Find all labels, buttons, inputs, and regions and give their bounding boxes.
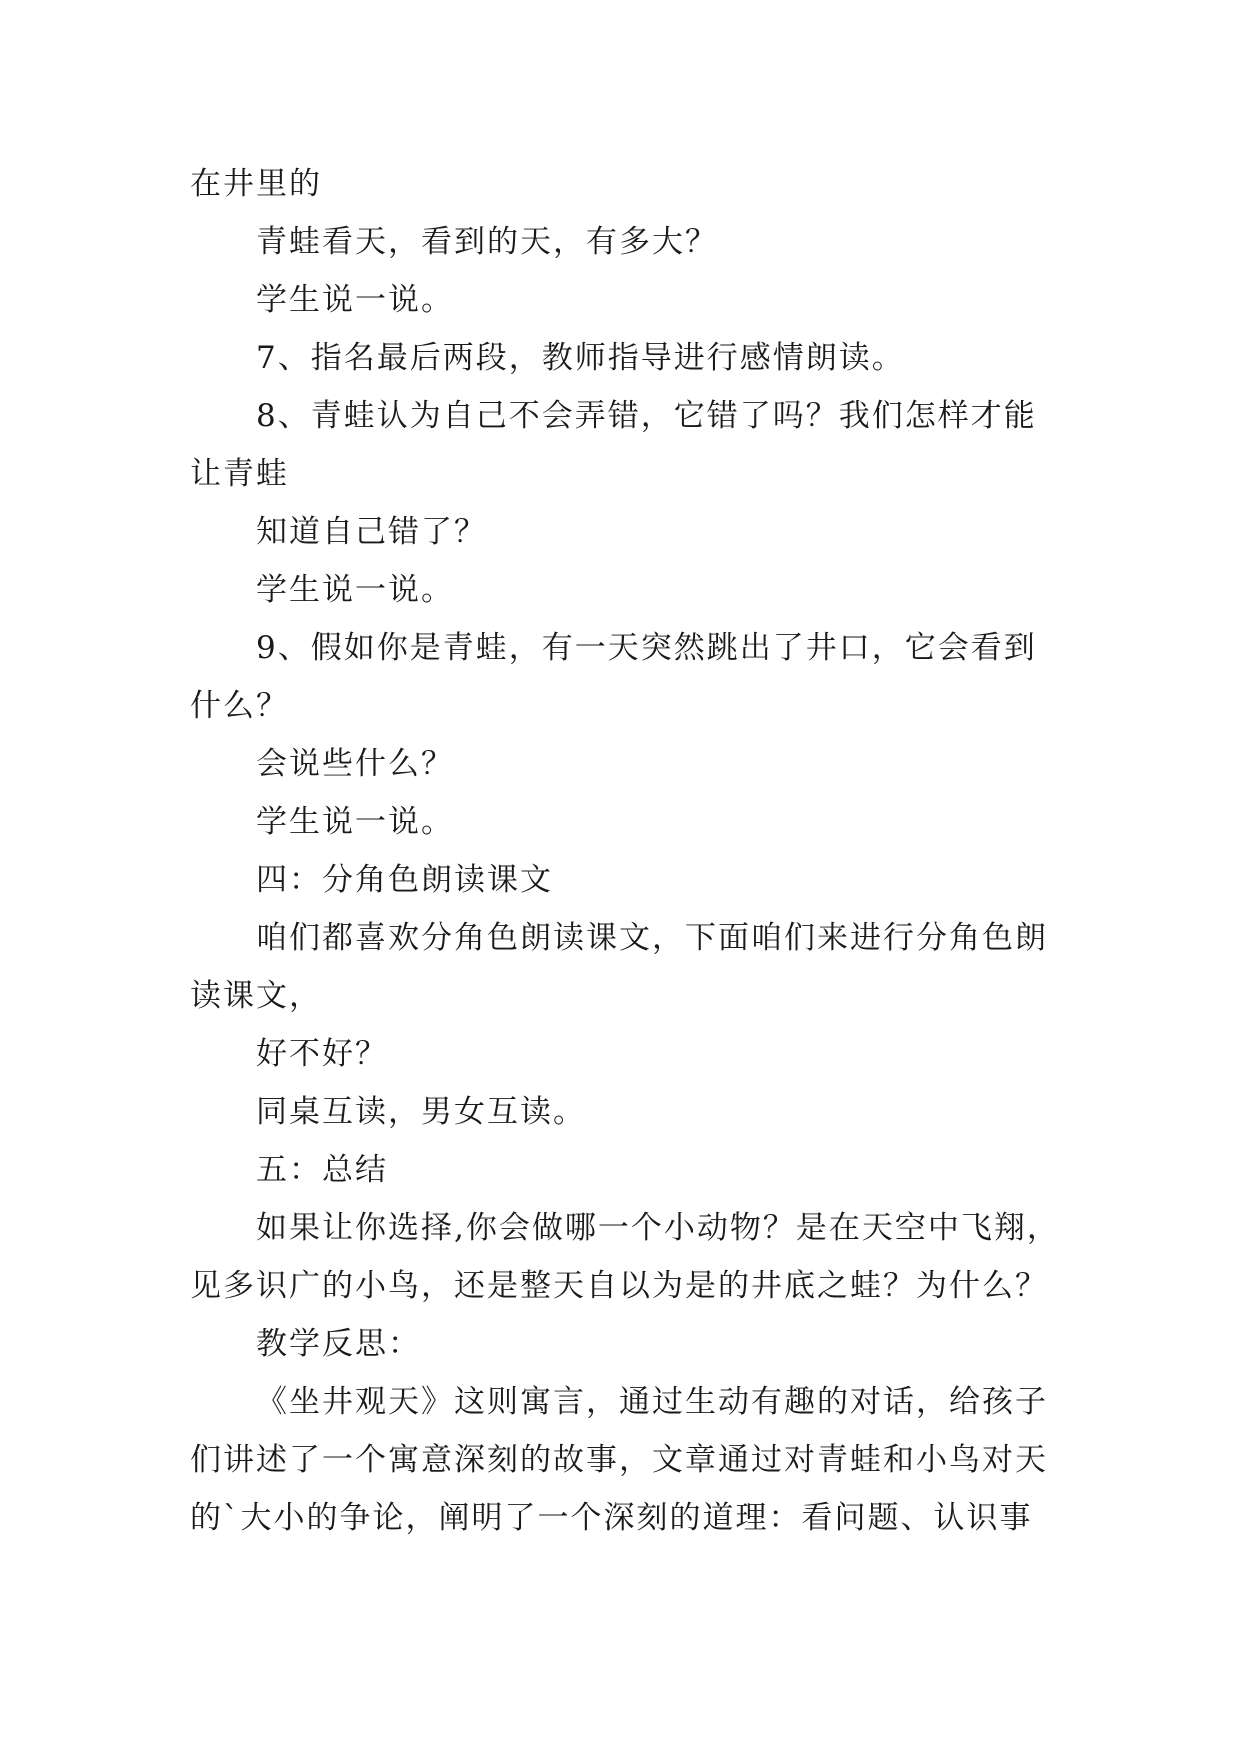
text-line: 7、指名最后两段，教师指导进行感情朗读。 (256, 340, 905, 376)
text-line: 学生说一说。 (256, 572, 454, 608)
text-line: 如果让你选择,你会做哪一个小动物？是在天空中飞翔， (256, 1210, 1060, 1246)
text-line: 同桌互读，男女互读。 (256, 1094, 586, 1130)
text-line: 们讲述了一个寓意深刻的故事，文章通过对青蛙和小鸟对天 (190, 1442, 1048, 1478)
text-line: 的`大小的争论，阐明了一个深刻的道理：看问题、认识事 (190, 1500, 1033, 1536)
text-line: 9、假如你是青蛙，有一天突然跳出了井口，它会看到 (256, 630, 1037, 666)
text-line: 在井里的 (190, 166, 322, 202)
text-line: 四：分角色朗读课文 (256, 862, 553, 898)
text-line: 学生说一说。 (256, 282, 454, 318)
text-line: 知道自己错了？ (256, 514, 487, 550)
text-line: 会说些什么？ (256, 746, 454, 782)
text-line: 见多识广的小鸟，还是整天自以为是的井底之蛙？为什么？ (190, 1268, 1048, 1304)
text-line: 教学反思： (256, 1326, 421, 1362)
text-line: 8、青蛙认为自己不会弄错，它错了吗？我们怎样才能 (256, 398, 1037, 434)
text-line: 《坐井观天》这则寓言，通过生动有趣的对话，给孩子 (256, 1384, 1048, 1420)
text-line: 咱们都喜欢分角色朗读课文，下面咱们来进行分角色朗 (256, 920, 1048, 956)
text-line: 好不好？ (256, 1036, 388, 1072)
text-line: 学生说一说。 (256, 804, 454, 840)
text-line: 青蛙看天，看到的天，有多大？ (256, 224, 718, 260)
document-body (190, 155, 1060, 1547)
text-line: 让青蛙 (190, 456, 289, 492)
text-line: 读课文， (190, 978, 322, 1014)
text-line: 五：总结 (256, 1152, 388, 1188)
text-line: 什么？ (190, 688, 289, 724)
